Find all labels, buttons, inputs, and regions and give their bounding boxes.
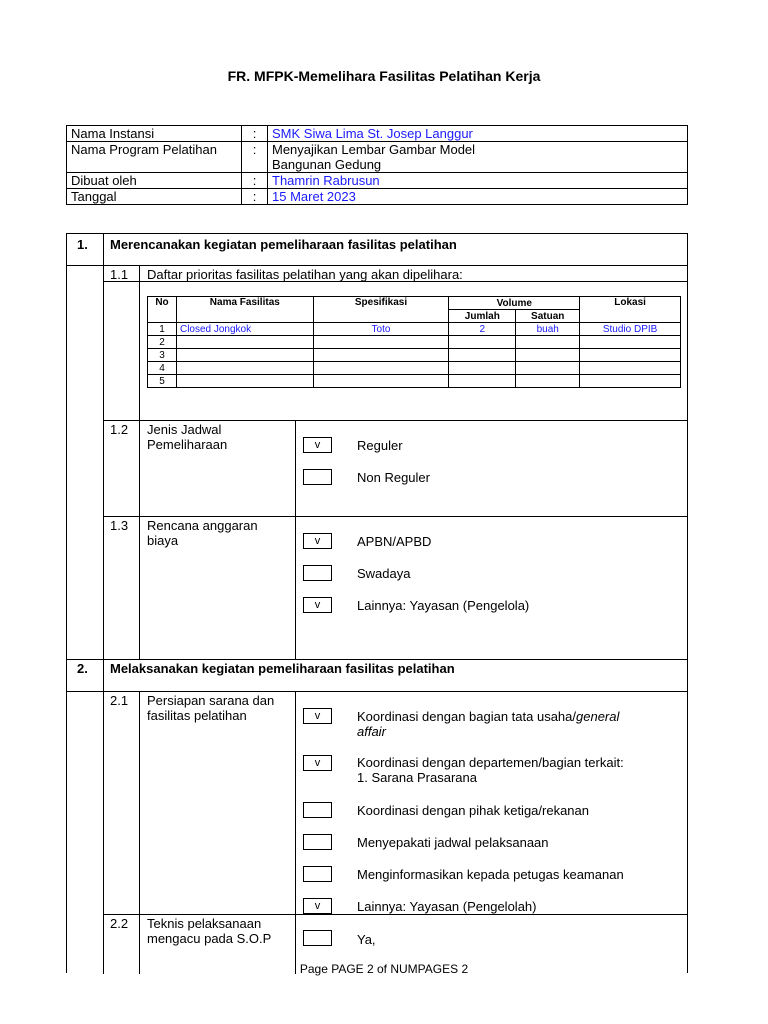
col-no: No (148, 297, 177, 323)
cell-lokasi (580, 362, 681, 375)
document-title: FR. MFPK-Memelihara Fasilitas Pelatihan Kerja (227, 68, 541, 84)
item-1-1-label: Daftar prioritas fasilitas pelatihan yang akan dipelihara: (147, 267, 463, 282)
divider (295, 420, 296, 659)
cell-nama (176, 375, 313, 388)
cell-jumlah (449, 362, 516, 375)
cell-nama (176, 349, 313, 362)
option-jadwal: Menyepakati jadwal pelaksanaan (357, 835, 549, 850)
table-row (148, 336, 681, 349)
checkbox-apbn[interactable]: v (303, 533, 332, 549)
section-2-title: Melaksanakan kegiatan pemeliharaan fasilitas pelatihan (110, 661, 455, 676)
facilities-header-row (148, 297, 681, 310)
section-1-number: 1. (77, 237, 88, 252)
section-2-number: 2. (77, 661, 88, 676)
option-text-italic: general (576, 709, 620, 724)
item-1-1-number: 1.1 (110, 267, 129, 282)
checkbox-pihak-ketiga[interactable] (303, 802, 332, 818)
page-footer: Page PAGE 2 of NUMPAGES 2 (299, 962, 469, 976)
item-1-2-label-line2: Pemeliharaan (147, 437, 228, 452)
info-label: Nama Program Pelatihan (67, 142, 242, 173)
col-spesifikasi: Spesifikasi (313, 297, 449, 323)
cell-no: 5 (148, 375, 177, 388)
cell-no: 3 (148, 349, 177, 362)
program-line-2: Bangunan Gedung (272, 157, 382, 172)
checkbox-reguler[interactable]: v (303, 437, 332, 453)
option-sop-ya: Ya, (357, 932, 376, 947)
checkbox-jadwal[interactable] (303, 834, 332, 850)
divider (103, 516, 687, 517)
option-lainnya: Lainnya: Yayasan (Pengelola) (357, 598, 530, 613)
item-1-2-label-line1: Jenis Jadwal (147, 422, 222, 437)
divider (103, 420, 687, 421)
col-satuan: Satuan (516, 310, 580, 323)
cell-spesifikasi (313, 362, 449, 375)
table-row (148, 323, 681, 336)
cell-satuan (516, 375, 580, 388)
cell-satuan (516, 362, 580, 375)
item-1-3-number: 1.3 (110, 518, 129, 533)
info-sep: : (242, 142, 268, 173)
checkbox-non-reguler[interactable] (303, 469, 332, 485)
option-text: Koordinasi dengan bagian tata usaha/ (357, 709, 577, 724)
facilities-table (147, 296, 681, 388)
cell-jumlah (449, 336, 516, 349)
divider (67, 691, 687, 692)
cell-jumlah: 2 (449, 323, 516, 336)
cell-lokasi (580, 349, 681, 362)
cell-jumlah (449, 349, 516, 362)
table-row (148, 349, 681, 362)
section-1-title: Merencanakan kegiatan pemeliharaan fasilitas pelatihan (110, 237, 457, 252)
item-1-3-label (147, 518, 258, 548)
item-2-2-label-line2: mengacu pada S.O.P (147, 931, 272, 946)
cell-satuan (516, 336, 580, 349)
option-swadaya: Swadaya (357, 566, 411, 581)
item-1-2-number: 1.2 (110, 422, 129, 437)
info-sep: : (242, 173, 268, 189)
info-value-instansi: SMK Siwa Lima St. Josep Langgur (268, 126, 688, 142)
cell-lokasi (580, 375, 681, 388)
divider (67, 659, 687, 660)
info-value-program (268, 142, 688, 173)
item-1-3-label-line1: Rencana anggaran (147, 518, 258, 533)
info-row-tanggal (67, 189, 688, 205)
table-row (148, 362, 681, 375)
option-koordinasi-departemen (357, 755, 624, 785)
divider (67, 265, 687, 266)
item-2-1-label (147, 693, 274, 723)
cell-no: 1 (148, 323, 177, 336)
info-label: Nama Instansi (67, 126, 242, 142)
col-lokasi: Lokasi (580, 297, 681, 323)
info-label: Tanggal (67, 189, 242, 205)
checkbox-lainnya-2[interactable]: v (303, 898, 332, 914)
option-reguler: Reguler (357, 438, 403, 453)
cell-spesifikasi (313, 336, 449, 349)
info-value-tanggal: 15 Maret 2023 (268, 189, 688, 205)
item-2-2-label (147, 916, 271, 946)
option-koordinasi-tu (357, 709, 619, 739)
checkbox-keamanan[interactable] (303, 866, 332, 882)
info-value-dibuat: Thamrin Rabrusun (268, 173, 688, 189)
option-text: Koordinasi dengan departemen/bagian terkait: (357, 755, 624, 770)
col-nama: Nama Fasilitas (176, 297, 313, 323)
item-1-2-label (147, 422, 227, 452)
cell-satuan (516, 349, 580, 362)
cell-nama (176, 362, 313, 375)
cell-no: 4 (148, 362, 177, 375)
cell-satuan: buah (516, 323, 580, 336)
cell-spesifikasi: Toto (313, 323, 449, 336)
option-lainnya-2: Lainnya: Yayasan (Pengelolah) (357, 899, 537, 914)
option-pihak-ketiga: Koordinasi dengan pihak ketiga/rekanan (357, 803, 590, 818)
cell-lokasi (580, 336, 681, 349)
cell-nama: Closed Jongkok (176, 323, 313, 336)
cell-jumlah (449, 375, 516, 388)
item-2-1-label-line2: fasilitas pelatihan (147, 708, 247, 723)
col-jumlah: Jumlah (449, 310, 516, 323)
checkbox-sop-ya[interactable] (303, 930, 332, 946)
divider (103, 234, 104, 974)
info-table (66, 125, 688, 205)
item-2-2-label-line1: Teknis pelaksanaan (147, 916, 262, 931)
option-non-reguler: Non Reguler (357, 470, 430, 485)
info-row-program (67, 142, 688, 173)
cell-nama (176, 336, 313, 349)
checkbox-swadaya[interactable] (303, 565, 332, 581)
info-label: Dibuat oleh (67, 173, 242, 189)
checkbox-lainnya[interactable]: v (303, 597, 332, 613)
option-subtext: 1. Sarana Prasarana (357, 770, 477, 785)
divider (139, 691, 140, 974)
cell-no: 2 (148, 336, 177, 349)
item-2-1-number: 2.1 (110, 693, 129, 708)
item-2-2-number: 2.2 (110, 916, 129, 931)
table-row (148, 375, 681, 388)
item-2-1-label-line1: Persiapan sarana dan (147, 693, 275, 708)
item-1-3-label-line2: biaya (147, 533, 179, 548)
info-row-dibuat (67, 173, 688, 189)
cell-lokasi: Studio DPIB (580, 323, 681, 336)
option-text-italic-2: affair (357, 724, 386, 739)
checklist-form (66, 233, 688, 973)
divider (295, 691, 296, 974)
info-sep: : (242, 189, 268, 205)
divider (139, 265, 140, 659)
cell-spesifikasi (313, 375, 449, 388)
checkbox-koordinasi-departemen[interactable]: v (303, 755, 332, 771)
divider (103, 914, 687, 915)
option-keamanan: Menginformasikan kepada petugas keamanan (357, 867, 624, 882)
info-sep: : (242, 126, 268, 142)
program-line-1: Menyajikan Lembar Gambar Model (272, 142, 476, 157)
info-row-instansi (67, 126, 688, 142)
cell-spesifikasi (313, 349, 449, 362)
option-apbn: APBN/APBD (357, 534, 432, 549)
col-volume: Volume (449, 297, 580, 310)
checkbox-koordinasi-tu[interactable]: v (303, 708, 332, 724)
